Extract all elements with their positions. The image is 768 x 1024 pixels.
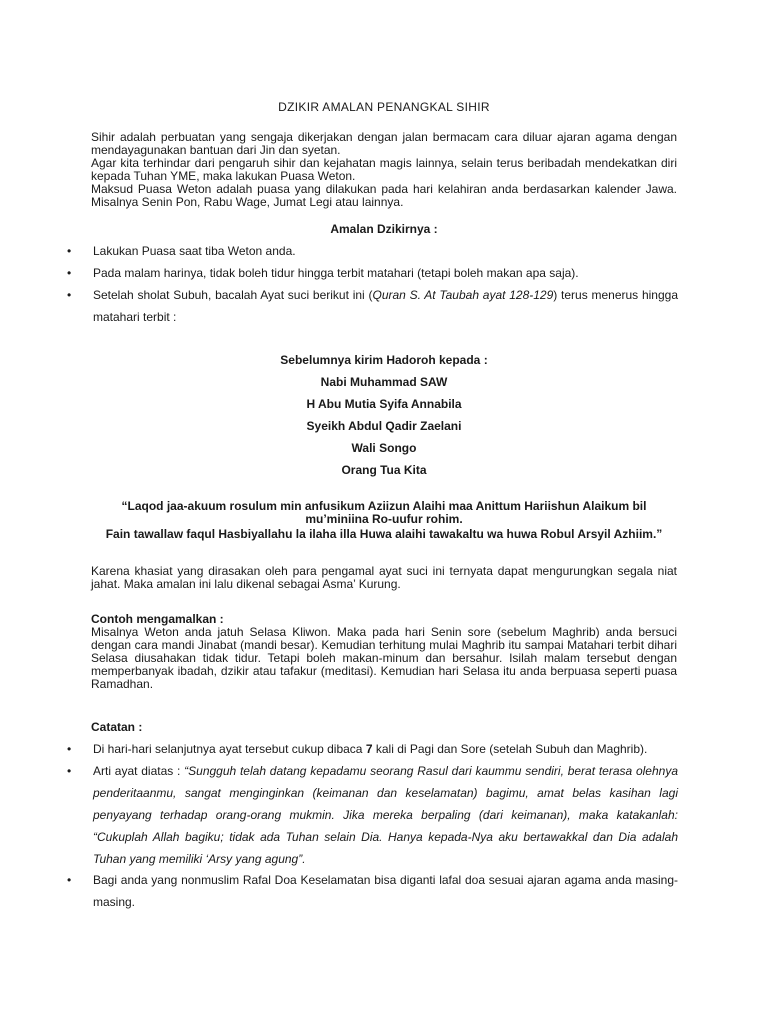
quote-line-1: “Laqod jaa-akuum rosulum min anfusikum Aziizun Alaihi maa Anittum Hariishun Alaikum bil mu’miniina Ro-uufur rohim. bbox=[121, 499, 647, 526]
bullet3-post: ) terus menerus hingga matahari terbit : bbox=[93, 288, 678, 324]
bullet3-pre: Setelah sholat Subuh, bacalah Ayat suci berikut ini ( bbox=[93, 288, 373, 302]
intro-paragraph-3: Maksud Puasa Weton adalah puasa yang dilakukan pada hari kelahiran anda berdasarkan kalender Jawa. Misalnya Senin Pon, Rabu Wage, Jumat Legi atau lainnya. bbox=[91, 182, 677, 209]
document-title: DZIKIR AMALAN PENANGKAL SIHIR bbox=[278, 100, 490, 114]
hadoroh-name: H Abu Mutia Syifa Annabila bbox=[306, 397, 462, 411]
contoh-section bbox=[91, 612, 677, 691]
hadoroh-name: Wali Songo bbox=[351, 441, 417, 455]
catatan2-pre: Arti ayat diatas : bbox=[93, 764, 185, 778]
khasiat-paragraph: Karena khasiat yang dirasakan oleh para pengamal ayat suci ini ternyata dapat mengurungkan segala niat jahat. Maka amalan ini lalu dikenal sebagai Asma’ Kurung. bbox=[91, 564, 677, 591]
bullet-icon: • bbox=[67, 764, 72, 778]
intro-paragraph-1: Sihir adalah perbuatan yang sengaja dikerjakan dengan jalan bermacam cara diluar ajaran agama dengan mendayagunakan bantuan dari Jin dan syetan. bbox=[91, 130, 677, 157]
catatan-heading bbox=[91, 720, 677, 734]
ayat-quote bbox=[91, 500, 677, 541]
bullet-icon: • bbox=[67, 742, 72, 756]
ayat-translation: “Sungguh telah datang kepadamu seorang Rasul dari kaummu sendiri, berat terasa olehnya penderitaanmu, sangat menginginkan (keimanan dan keselamatan) bagimu, amat belas kasihan lagi penyayang terhadap orang-orang mukmin. Jika mereka berpaling (dari keimanan), maka katakanlah: “Cukuplah Allah bagiku; tidak ada Tuhan selain Dia. Hanya kepada-Nya aku bertawakkal dan Dia adalah Tuhan yang memiliki ‘Arsy yang agung”. bbox=[93, 764, 678, 866]
catatan-heading-text: Catatan : bbox=[91, 720, 143, 734]
hadoroh-name: Nabi Muhammad SAW bbox=[320, 375, 448, 389]
bullet-icon: • bbox=[67, 288, 72, 302]
quran-reference: Quran S. At Taubah ayat 128-129 bbox=[372, 288, 554, 302]
bullet-icon: • bbox=[67, 873, 72, 887]
list-item-text: Lakukan Puasa saat tiba Weton anda. bbox=[93, 244, 296, 258]
hadoroh-name: Orang Tua Kita bbox=[341, 463, 427, 477]
list-item-text: Bagi anda yang nonmuslim Rafal Doa Keselamatan bisa diganti lafal doa sesuai ajaran agama anda masing-masing. bbox=[93, 873, 678, 909]
catatan1-pre: Di hari-hari selanjutnya ayat tersebut cukup dibaca bbox=[93, 742, 366, 756]
list-item-text bbox=[93, 284, 678, 328]
bullet-icon: • bbox=[67, 244, 72, 258]
bullet-icon: • bbox=[67, 266, 72, 280]
list-item-text: Pada malam harinya, tidak boleh tidur hingga terbit matahari (tetapi boleh makan apa saja). bbox=[93, 266, 579, 280]
amalan-heading: Amalan Dzikirnya : bbox=[330, 222, 438, 236]
catatan1-count: 7 bbox=[365, 742, 373, 756]
contoh-heading: Contoh mengamalkan : bbox=[91, 612, 224, 626]
list-item-text bbox=[93, 760, 678, 870]
intro-paragraph-2: Agar kita terhindar dari pengaruh sihir dan kejahatan magis lainnya, selain terus beribadah mendekatkan diri kepada Tuhan YME, maka lakukan Puasa Weton. bbox=[91, 156, 677, 183]
hadoroh-heading: Sebelumnya kirim Hadoroh kepada : bbox=[280, 353, 488, 367]
catatan1-post: kali di Pagi dan Sore (setelah Subuh dan Maghrib). bbox=[372, 742, 648, 756]
khasiat-section bbox=[91, 565, 677, 591]
intro-section bbox=[91, 131, 677, 209]
quote-line-2: Fain tawallaw faqul Hasbiyallahu la ilaha illa Huwa alaihi tawakaltu wa huwa Robul Arsyil Azhiim.” bbox=[105, 527, 663, 541]
list-item-text bbox=[93, 738, 678, 760]
contoh-paragraph: Misalnya Weton anda jatuh Selasa Kliwon. Maka pada hari Senin sore (sebelum Maghrib) anda bersuci dengan cara mandi Jinabat (mandi besar). Kemudian terhitung mulai Maghrib itu sampai Matahari terbit dihari Selasa diusahakan tidak tidur. Tetapi boleh makan-minum dan bersahur. Isilah malam tersebut dengan memperbanyak ibadah, dzikir atau tafakur (meditasi). Kemudian hari Selasa itu anda berpuasa seperti puasa Ramadhan. bbox=[91, 625, 677, 691]
hadoroh-name: Syeikh Abdul Qadir Zaelani bbox=[306, 419, 462, 433]
